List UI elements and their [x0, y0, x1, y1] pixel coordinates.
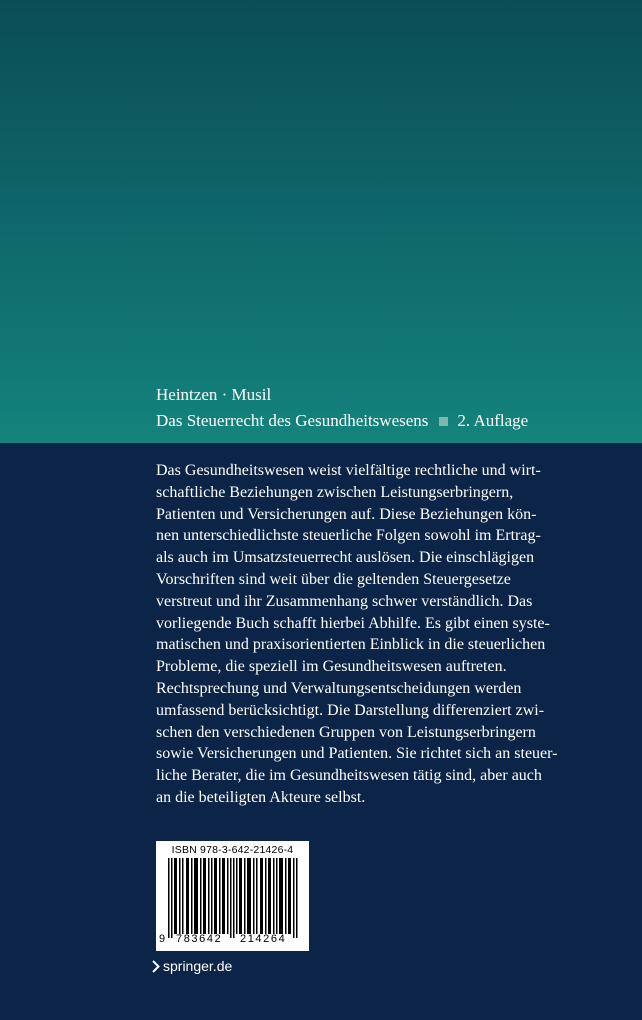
- blurb-line: Probleme, die speziell im Gesundheitswesen auftreten.: [156, 658, 507, 676]
- chevron-right-icon: [152, 960, 160, 973]
- blurb-line: vorliegende Buch schafft hierbei Abhilfe. Es gibt einen syste-: [156, 614, 550, 632]
- isbn-label: ISBN 978-3-642-21426-4: [171, 844, 294, 856]
- blurb-line: liche Berater, die im Gesundheitswesen tätig sind, aber auch: [156, 767, 542, 785]
- blurb-line: Das Gesundheitswesen weist vielfältige rechtliche und wirt-: [156, 462, 541, 479]
- blurb-line: Rechtsprechung und Verwaltungsentscheidungen werden: [156, 679, 522, 697]
- blurb-line: matischen und praxisorientierten Einblick in die steuerlichen: [156, 636, 546, 654]
- ean-group-2: 214264: [240, 933, 287, 945]
- blurb-line: Vorschriften sind weit über die geltenden Steuergesetze: [156, 570, 511, 588]
- blurb-line: sowie Versicherungen und Patienten. Sie richtet sich an steuer-: [156, 745, 558, 763]
- blurb-text: [156, 460, 558, 809]
- blurb-line: umfassend berücksichtigt. Die Darstellung differenziert zwi-: [156, 701, 545, 719]
- blurb-line: an die beteiligten Akteure selbst.: [156, 788, 366, 806]
- publisher-link[interactable]: [152, 958, 232, 974]
- blurb-line: verstreut und ihr Zusammenhang schwer verständlich. Das: [156, 592, 533, 610]
- blurb-line: schen den verschiedenen Gruppen von Leistungserbringern: [156, 723, 536, 741]
- edition: 2. Auflage: [457, 411, 529, 430]
- ean-group-1: 783642: [176, 933, 223, 945]
- blurb-line: schaftliche Beziehungen zwischen Leistungserbringern,: [156, 483, 514, 501]
- blurb-line: als auch im Umsatzsteuerrecht auslösen. Die einschlägigen: [156, 549, 535, 567]
- book-title: Das Steuerrecht des Gesundheitswesens: [156, 411, 429, 430]
- blurb-line: Patienten und Versicherungen auf. Diese Beziehungen kön-: [156, 505, 537, 523]
- publisher-url: springer.de: [163, 958, 233, 974]
- title-line: [156, 410, 528, 432]
- ean-lead-digit: 9: [159, 933, 166, 945]
- blurb-line: nen unterschiedlichste steuerliche Folgen sowohl im Ertrag-: [156, 527, 541, 545]
- barcode: [156, 841, 309, 951]
- top-color-band: [0, 0, 642, 443]
- authors: Heintzen · Musil: [156, 385, 272, 404]
- barcode-bars: [168, 858, 298, 938]
- square-bullet-icon: [439, 417, 448, 426]
